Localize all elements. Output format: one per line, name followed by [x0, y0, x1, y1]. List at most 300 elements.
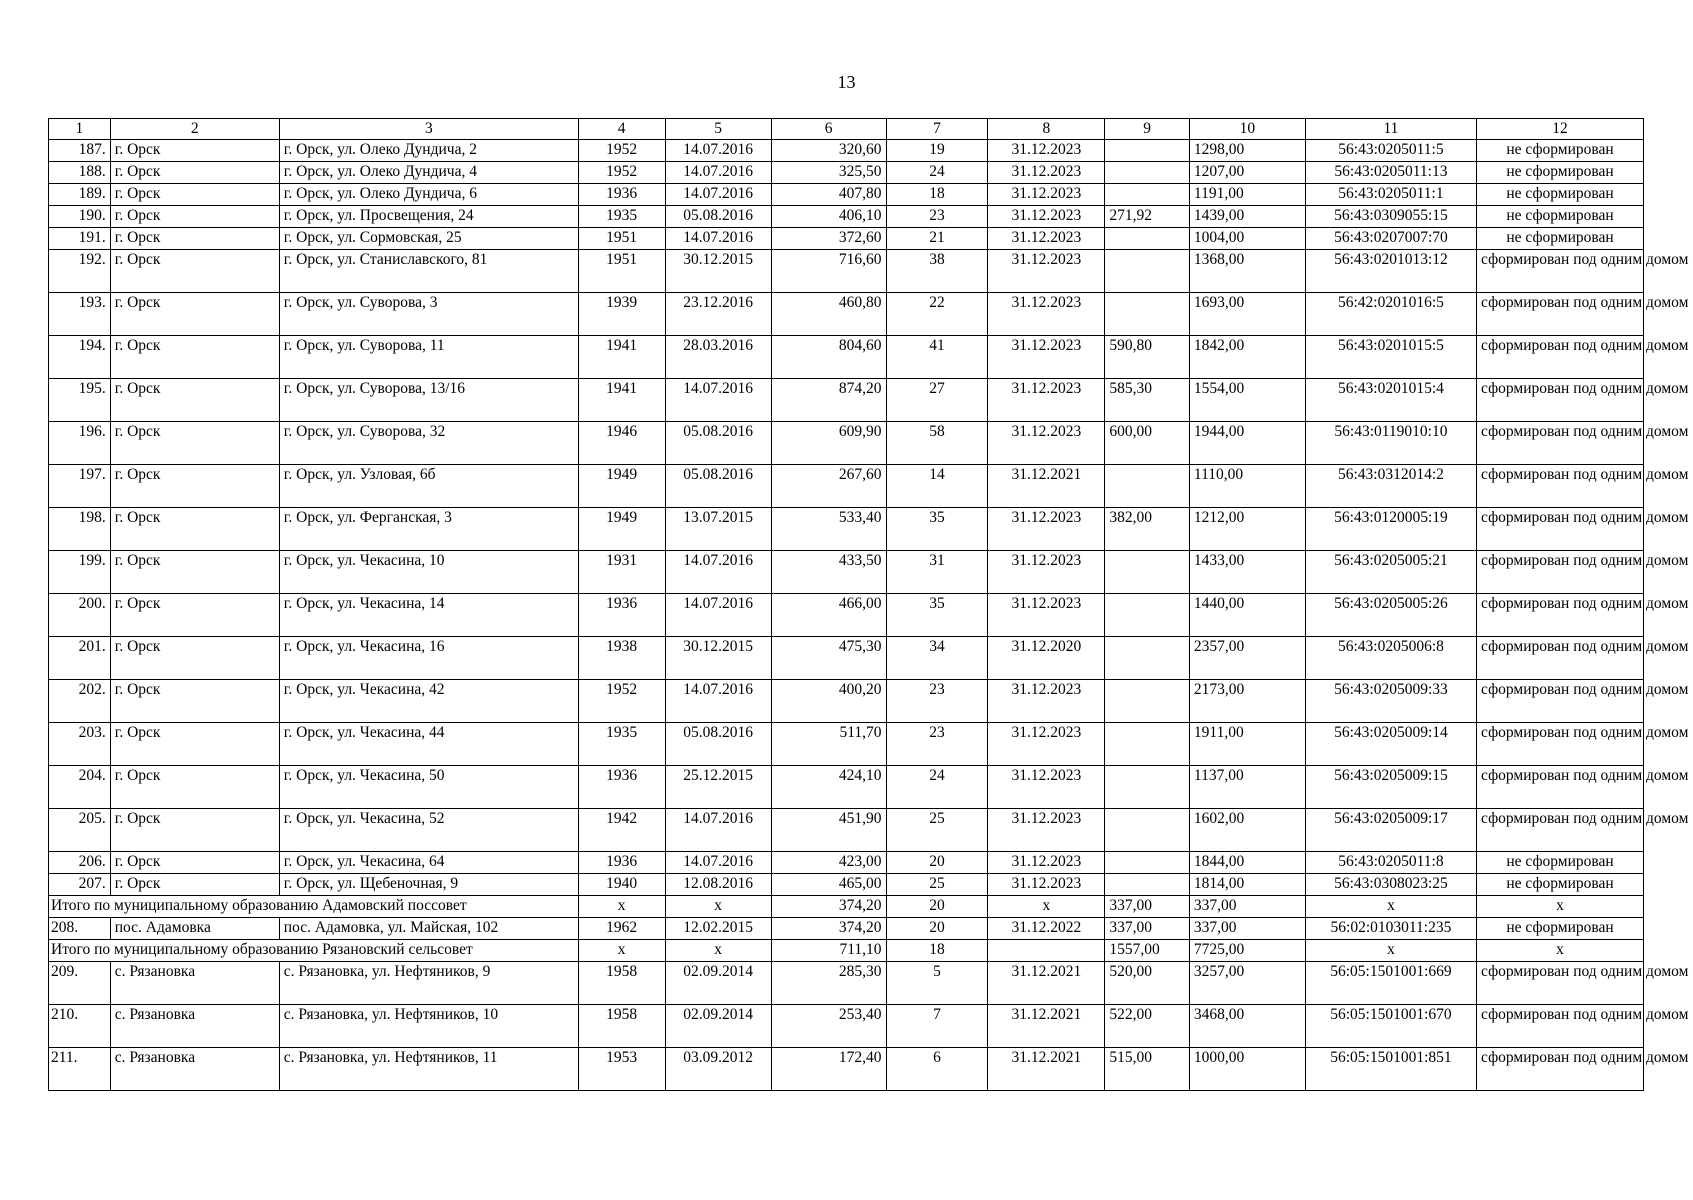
land-area-cell: [1105, 680, 1190, 723]
table-row: [49, 293, 1644, 336]
land-status-cell: не сформирован: [1477, 874, 1644, 896]
residents-cell: 20: [886, 852, 988, 874]
residents-cell: 31: [886, 551, 988, 594]
header-cell: 1: [49, 119, 111, 140]
date-cell: 12.08.2016: [665, 874, 771, 896]
area-cell: 406,10: [771, 206, 886, 228]
cost-cell: 1004,00: [1189, 228, 1305, 250]
land-status-cell: сформирован под одним домом: [1477, 962, 1644, 1005]
settlement-cell: г. Орск: [110, 140, 279, 162]
settlement-cell: г. Орск: [110, 551, 279, 594]
settlement-cell: г. Орск: [110, 250, 279, 293]
settlement-cell: г. Орск: [110, 465, 279, 508]
header-cell: 4: [578, 119, 665, 140]
land-area-cell: 600,00: [1105, 422, 1190, 465]
date-cell: 30.12.2015: [665, 250, 771, 293]
land-status-cell: сформирован под одним домом: [1477, 379, 1644, 422]
header-cell: 8: [988, 119, 1105, 140]
address-cell: г. Орск, ул. Станиславского, 81: [279, 250, 578, 293]
residents-cell: 20: [886, 918, 988, 940]
resettlement-date-cell: 31.12.2023: [988, 250, 1105, 293]
address-cell: г. Орск, ул. Узловая, 6б: [279, 465, 578, 508]
subtotal-land-area: 337,00: [1105, 896, 1190, 918]
settlement-cell: с. Рязановка: [110, 1048, 279, 1091]
cadastral-number-cell: 56:05:1501001:670: [1305, 1005, 1476, 1048]
cadastral-number-cell: 56:43:0205011:8: [1305, 852, 1476, 874]
page-number: 13: [837, 72, 856, 92]
cadastral-number-cell: 56:43:0205011:1: [1305, 184, 1476, 206]
build-year-cell: 1942: [578, 809, 665, 852]
cost-cell: 3257,00: [1189, 962, 1305, 1005]
land-area-cell: [1105, 140, 1190, 162]
cadastral-number-cell: 56:43:0120005:19: [1305, 508, 1476, 551]
row-number-cell: 201.: [49, 637, 111, 680]
cost-cell: 1368,00: [1189, 250, 1305, 293]
row-number-cell: 208.: [49, 918, 111, 940]
residents-cell: 25: [886, 809, 988, 852]
date-cell: 05.08.2016: [665, 206, 771, 228]
land-status-cell: сформирован под одним домом: [1477, 637, 1644, 680]
table-row: [49, 766, 1644, 809]
land-area-cell: [1105, 551, 1190, 594]
land-area-cell: [1105, 228, 1190, 250]
address-cell: г. Орск, ул. Чекасина, 10: [279, 551, 578, 594]
land-area-cell: [1105, 594, 1190, 637]
land-status-cell: не сформирован: [1477, 184, 1644, 206]
header-cell: 9: [1105, 119, 1190, 140]
subtotal-date: x: [665, 940, 771, 962]
cadastral-number-cell: 56:43:0205006:8: [1305, 637, 1476, 680]
residents-cell: 23: [886, 680, 988, 723]
residents-cell: 7: [886, 1005, 988, 1048]
settlement-cell: г. Орск: [110, 422, 279, 465]
date-cell: 05.08.2016: [665, 465, 771, 508]
residents-cell: 18: [886, 184, 988, 206]
residents-cell: 24: [886, 162, 988, 184]
cost-cell: 1844,00: [1189, 852, 1305, 874]
residents-cell: 27: [886, 379, 988, 422]
subtotal-resettlement-date: [988, 940, 1105, 962]
area-cell: 423,00: [771, 852, 886, 874]
area-cell: 475,30: [771, 637, 886, 680]
row-number-cell: 199.: [49, 551, 111, 594]
row-number-cell: 190.: [49, 206, 111, 228]
settlement-cell: г. Орск: [110, 723, 279, 766]
land-status-cell: не сформирован: [1477, 140, 1644, 162]
build-year-cell: 1952: [578, 680, 665, 723]
build-year-cell: 1935: [578, 723, 665, 766]
row-number-cell: 203.: [49, 723, 111, 766]
row-number-cell: 192.: [49, 250, 111, 293]
row-number-cell: 200.: [49, 594, 111, 637]
residents-cell: 58: [886, 422, 988, 465]
address-cell: г. Орск, ул. Ферганская, 3: [279, 508, 578, 551]
date-cell: 03.09.2012: [665, 1048, 771, 1091]
row-number-cell: 189.: [49, 184, 111, 206]
subtotal-build-year: x: [578, 940, 665, 962]
residents-cell: 34: [886, 637, 988, 680]
build-year-cell: 1941: [578, 379, 665, 422]
cost-cell: 1000,00: [1189, 1048, 1305, 1091]
header-cell: 12: [1477, 119, 1644, 140]
residents-cell: 35: [886, 594, 988, 637]
subtotal-cost: 337,00: [1189, 896, 1305, 918]
date-cell: 02.09.2014: [665, 1005, 771, 1048]
row-number-cell: 207.: [49, 874, 111, 896]
area-cell: 460,80: [771, 293, 886, 336]
resettlement-date-cell: 31.12.2023: [988, 140, 1105, 162]
cadastral-number-cell: 56:43:0205009:33: [1305, 680, 1476, 723]
date-cell: 14.07.2016: [665, 680, 771, 723]
resettlement-date-cell: 31.12.2023: [988, 162, 1105, 184]
land-status-cell: сформирован под одним домом: [1477, 680, 1644, 723]
land-status-cell: сформирован под одним домом: [1477, 723, 1644, 766]
cost-cell: 1298,00: [1189, 140, 1305, 162]
build-year-cell: 1949: [578, 465, 665, 508]
subtotal-area: 711,10: [771, 940, 886, 962]
settlement-cell: г. Орск: [110, 852, 279, 874]
area-cell: 320,60: [771, 140, 886, 162]
date-cell: 14.07.2016: [665, 852, 771, 874]
land-status-cell: сформирован под одним домом: [1477, 1005, 1644, 1048]
header-cell: 3: [279, 119, 578, 140]
resettlement-date-cell: 31.12.2023: [988, 184, 1105, 206]
land-status-cell: сформирован под одним домом: [1477, 336, 1644, 379]
settlement-cell: г. Орск: [110, 184, 279, 206]
settlement-cell: г. Орск: [110, 809, 279, 852]
land-area-cell: [1105, 723, 1190, 766]
subtotal-resettlement-date: x: [988, 896, 1105, 918]
area-cell: 424,10: [771, 766, 886, 809]
date-cell: 14.07.2016: [665, 228, 771, 250]
address-cell: с. Рязановка, ул. Нефтяников, 11: [279, 1048, 578, 1091]
address-cell: г. Орск, ул. Олеко Дундича, 2: [279, 140, 578, 162]
cost-cell: 1693,00: [1189, 293, 1305, 336]
address-cell: г. Орск, ул. Чекасина, 50: [279, 766, 578, 809]
subtotal-label: Итого по муниципальному образованию Рязановский сельсовет: [49, 940, 579, 962]
area-cell: 533,40: [771, 508, 886, 551]
table-row: [49, 874, 1644, 896]
land-status-cell: сформирован под одним домом: [1477, 508, 1644, 551]
table-row: [49, 852, 1644, 874]
cadastral-number-cell: 56:42:0201016:5: [1305, 293, 1476, 336]
land-status-cell: не сформирован: [1477, 918, 1644, 940]
resettlement-date-cell: 31.12.2023: [988, 551, 1105, 594]
residents-cell: 41: [886, 336, 988, 379]
residents-cell: 23: [886, 206, 988, 228]
area-cell: 465,00: [771, 874, 886, 896]
cadastral-number-cell: 56:43:0205005:26: [1305, 594, 1476, 637]
date-cell: 30.12.2015: [665, 637, 771, 680]
row-number-cell: 187.: [49, 140, 111, 162]
residents-cell: 22: [886, 293, 988, 336]
table-row: [49, 962, 1644, 1005]
address-cell: г. Орск, ул. Чекасина, 44: [279, 723, 578, 766]
land-area-cell: 382,00: [1105, 508, 1190, 551]
table-row: [49, 184, 1644, 206]
cost-cell: 1440,00: [1189, 594, 1305, 637]
row-number-cell: 198.: [49, 508, 111, 551]
row-number-cell: 206.: [49, 852, 111, 874]
subtotal-land-status: x: [1477, 940, 1644, 962]
cost-cell: 1439,00: [1189, 206, 1305, 228]
cadastral-number-cell: 56:43:0201015:4: [1305, 379, 1476, 422]
resettlement-date-cell: 31.12.2023: [988, 336, 1105, 379]
build-year-cell: 1936: [578, 766, 665, 809]
header-cell: 6: [771, 119, 886, 140]
land-area-cell: 515,00: [1105, 1048, 1190, 1091]
residents-cell: 21: [886, 228, 988, 250]
area-cell: 511,70: [771, 723, 886, 766]
date-cell: 14.07.2016: [665, 551, 771, 594]
area-cell: 433,50: [771, 551, 886, 594]
land-status-cell: сформирован под одним домом: [1477, 465, 1644, 508]
build-year-cell: 1941: [578, 336, 665, 379]
cost-cell: 1842,00: [1189, 336, 1305, 379]
cadastral-number-cell: 56:43:0205005:21: [1305, 551, 1476, 594]
resettlement-date-cell: 31.12.2023: [988, 874, 1105, 896]
row-number-cell: 210.: [49, 1005, 111, 1048]
build-year-cell: 1952: [578, 140, 665, 162]
build-year-cell: 1946: [578, 422, 665, 465]
date-cell: 14.07.2016: [665, 594, 771, 637]
date-cell: 23.12.2016: [665, 293, 771, 336]
settlement-cell: с. Рязановка: [110, 962, 279, 1005]
cost-cell: 1814,00: [1189, 874, 1305, 896]
land-area-cell: [1105, 465, 1190, 508]
address-cell: г. Орск, ул. Суворова, 13/16: [279, 379, 578, 422]
cadastral-number-cell: 56:43:0205009:15: [1305, 766, 1476, 809]
settlement-cell: г. Орск: [110, 874, 279, 896]
row-number-cell: 188.: [49, 162, 111, 184]
land-area-cell: [1105, 852, 1190, 874]
settlement-cell: г. Орск: [110, 293, 279, 336]
resettlement-date-cell: 31.12.2021: [988, 465, 1105, 508]
cadastral-number-cell: 56:43:0309055:15: [1305, 206, 1476, 228]
header-cell: 5: [665, 119, 771, 140]
land-area-cell: [1105, 637, 1190, 680]
date-cell: 05.08.2016: [665, 422, 771, 465]
row-number-cell: 197.: [49, 465, 111, 508]
table-row: [49, 162, 1644, 184]
cost-cell: 1191,00: [1189, 184, 1305, 206]
build-year-cell: 1936: [578, 184, 665, 206]
land-area-cell: [1105, 874, 1190, 896]
cadastral-number-cell: 56:05:1501001:851: [1305, 1048, 1476, 1091]
land-status-cell: сформирован под одним домом: [1477, 766, 1644, 809]
settlement-cell: г. Орск: [110, 594, 279, 637]
settlement-cell: г. Орск: [110, 336, 279, 379]
area-cell: 267,60: [771, 465, 886, 508]
subtotal-row: [49, 940, 1644, 962]
residents-cell: 5: [886, 962, 988, 1005]
address-cell: г. Орск, ул. Щебеночная, 9: [279, 874, 578, 896]
address-cell: г. Орск, ул. Чекасина, 52: [279, 809, 578, 852]
land-status-cell: не сформирован: [1477, 852, 1644, 874]
land-status-cell: сформирован под одним домом: [1477, 594, 1644, 637]
area-cell: 874,20: [771, 379, 886, 422]
land-status-cell: сформирован под одним домом: [1477, 422, 1644, 465]
settlement-cell: г. Орск: [110, 228, 279, 250]
residents-cell: 25: [886, 874, 988, 896]
column-number-header-row: [49, 119, 1644, 140]
residents-cell: 38: [886, 250, 988, 293]
table-row: [49, 1005, 1644, 1048]
cadastral-number-cell: 56:43:0201013:12: [1305, 250, 1476, 293]
subtotal-residents: 20: [886, 896, 988, 918]
housing-registry-table: [48, 118, 1689, 1091]
header-cell: 7: [886, 119, 988, 140]
table-row: [49, 250, 1644, 293]
settlement-cell: г. Орск: [110, 680, 279, 723]
resettlement-date-cell: 31.12.2022: [988, 918, 1105, 940]
settlement-cell: с. Рязановка: [110, 1005, 279, 1048]
cadastral-number-cell: 56:43:0312014:2: [1305, 465, 1476, 508]
table-row: [49, 680, 1644, 723]
row-number-cell: 209.: [49, 962, 111, 1005]
date-cell: 14.07.2016: [665, 809, 771, 852]
table-row: [49, 140, 1644, 162]
table-row: [49, 228, 1644, 250]
header-cell: 2: [110, 119, 279, 140]
resettlement-date-cell: 31.12.2023: [988, 766, 1105, 809]
resettlement-date-cell: 31.12.2021: [988, 1048, 1105, 1091]
build-year-cell: 1935: [578, 206, 665, 228]
settlement-cell: г. Орск: [110, 206, 279, 228]
cost-cell: 1433,00: [1189, 551, 1305, 594]
row-number-cell: 205.: [49, 809, 111, 852]
area-cell: 253,40: [771, 1005, 886, 1048]
resettlement-date-cell: 31.12.2023: [988, 422, 1105, 465]
land-status-cell: сформирован под одним домом: [1477, 293, 1644, 336]
subtotal-cadastral-number: x: [1305, 940, 1476, 962]
residents-cell: 23: [886, 723, 988, 766]
cost-cell: 337,00: [1189, 918, 1305, 940]
subtotal-date: x: [665, 896, 771, 918]
cost-cell: 1944,00: [1189, 422, 1305, 465]
date-cell: 28.03.2016: [665, 336, 771, 379]
build-year-cell: 1951: [578, 228, 665, 250]
date-cell: 14.07.2016: [665, 140, 771, 162]
land-status-cell: сформирован под одним домом: [1477, 551, 1644, 594]
land-status-cell: сформирован под одним домом: [1477, 250, 1644, 293]
address-cell: г. Орск, ул. Олеко Дундича, 6: [279, 184, 578, 206]
cadastral-number-cell: 56:43:0205011:5: [1305, 140, 1476, 162]
table-row: [49, 1048, 1644, 1091]
build-year-cell: 1939: [578, 293, 665, 336]
land-area-cell: [1105, 184, 1190, 206]
table-row: [49, 206, 1644, 228]
subtotal-area: 374,20: [771, 896, 886, 918]
cost-cell: 1207,00: [1189, 162, 1305, 184]
table-row: [49, 723, 1644, 766]
cadastral-number-cell: 56:43:0207007:70: [1305, 228, 1476, 250]
area-cell: 451,90: [771, 809, 886, 852]
resettlement-date-cell: 31.12.2021: [988, 1005, 1105, 1048]
table-row: [49, 809, 1644, 852]
area-cell: 400,20: [771, 680, 886, 723]
cadastral-number-cell: 56:43:0205009:14: [1305, 723, 1476, 766]
subtotal-row: [49, 896, 1644, 918]
resettlement-date-cell: 31.12.2023: [988, 852, 1105, 874]
settlement-cell: г. Орск: [110, 508, 279, 551]
land-area-cell: 271,92: [1105, 206, 1190, 228]
residents-cell: 6: [886, 1048, 988, 1091]
row-number-cell: 194.: [49, 336, 111, 379]
resettlement-date-cell: 31.12.2021: [988, 962, 1105, 1005]
resettlement-date-cell: 31.12.2023: [988, 594, 1105, 637]
resettlement-date-cell: 31.12.2023: [988, 379, 1105, 422]
address-cell: с. Рязановка, ул. Нефтяников, 9: [279, 962, 578, 1005]
settlement-cell: г. Орск: [110, 162, 279, 184]
build-year-cell: 1940: [578, 874, 665, 896]
residents-cell: 14: [886, 465, 988, 508]
area-cell: 716,60: [771, 250, 886, 293]
address-cell: г. Орск, ул. Суворова, 3: [279, 293, 578, 336]
cadastral-number-cell: 56:43:0201015:5: [1305, 336, 1476, 379]
build-year-cell: 1931: [578, 551, 665, 594]
row-number-cell: 193.: [49, 293, 111, 336]
land-area-cell: 520,00: [1105, 962, 1190, 1005]
land-area-cell: 590,80: [1105, 336, 1190, 379]
address-cell: г. Орск, ул. Чекасина, 64: [279, 852, 578, 874]
area-cell: 372,60: [771, 228, 886, 250]
row-number-cell: 204.: [49, 766, 111, 809]
area-cell: 804,60: [771, 336, 886, 379]
resettlement-date-cell: 31.12.2023: [988, 680, 1105, 723]
date-cell: 12.02.2015: [665, 918, 771, 940]
cadastral-number-cell: 56:05:1501001:669: [1305, 962, 1476, 1005]
land-area-cell: 585,30: [1105, 379, 1190, 422]
table-row: [49, 379, 1644, 422]
settlement-cell: пос. Адамовка: [110, 918, 279, 940]
address-cell: пос. Адамовка, ул. Майская, 102: [279, 918, 578, 940]
date-cell: 13.07.2015: [665, 508, 771, 551]
address-cell: г. Орск, ул. Чекасина, 16: [279, 637, 578, 680]
table-body: [49, 119, 1689, 1091]
build-year-cell: 1936: [578, 594, 665, 637]
row-number-cell: 202.: [49, 680, 111, 723]
resettlement-date-cell: 31.12.2023: [988, 206, 1105, 228]
subtotal-build-year: x: [578, 896, 665, 918]
cost-cell: 2357,00: [1189, 637, 1305, 680]
table-row: [49, 551, 1644, 594]
resettlement-date-cell: 31.12.2023: [988, 809, 1105, 852]
residents-cell: 19: [886, 140, 988, 162]
table-row: [49, 465, 1644, 508]
header-cell: 11: [1305, 119, 1476, 140]
land-area-cell: [1105, 766, 1190, 809]
date-cell: 14.07.2016: [665, 379, 771, 422]
row-number-cell: 196.: [49, 422, 111, 465]
land-area-cell: [1105, 250, 1190, 293]
build-year-cell: 1962: [578, 918, 665, 940]
area-cell: 285,30: [771, 962, 886, 1005]
table-row: [49, 336, 1644, 379]
date-cell: 02.09.2014: [665, 962, 771, 1005]
subtotal-residents: 18: [886, 940, 988, 962]
address-cell: г. Орск, ул. Просвещения, 24: [279, 206, 578, 228]
table-row: [49, 637, 1644, 680]
address-cell: г. Орск, ул. Сормовская, 25: [279, 228, 578, 250]
cost-cell: 1911,00: [1189, 723, 1305, 766]
resettlement-date-cell: 31.12.2023: [988, 508, 1105, 551]
resettlement-date-cell: 31.12.2020: [988, 637, 1105, 680]
build-year-cell: 1952: [578, 162, 665, 184]
cadastral-number-cell: 56:43:0119010:10: [1305, 422, 1476, 465]
cost-cell: 1110,00: [1189, 465, 1305, 508]
subtotal-land-area: 1557,00: [1105, 940, 1190, 962]
